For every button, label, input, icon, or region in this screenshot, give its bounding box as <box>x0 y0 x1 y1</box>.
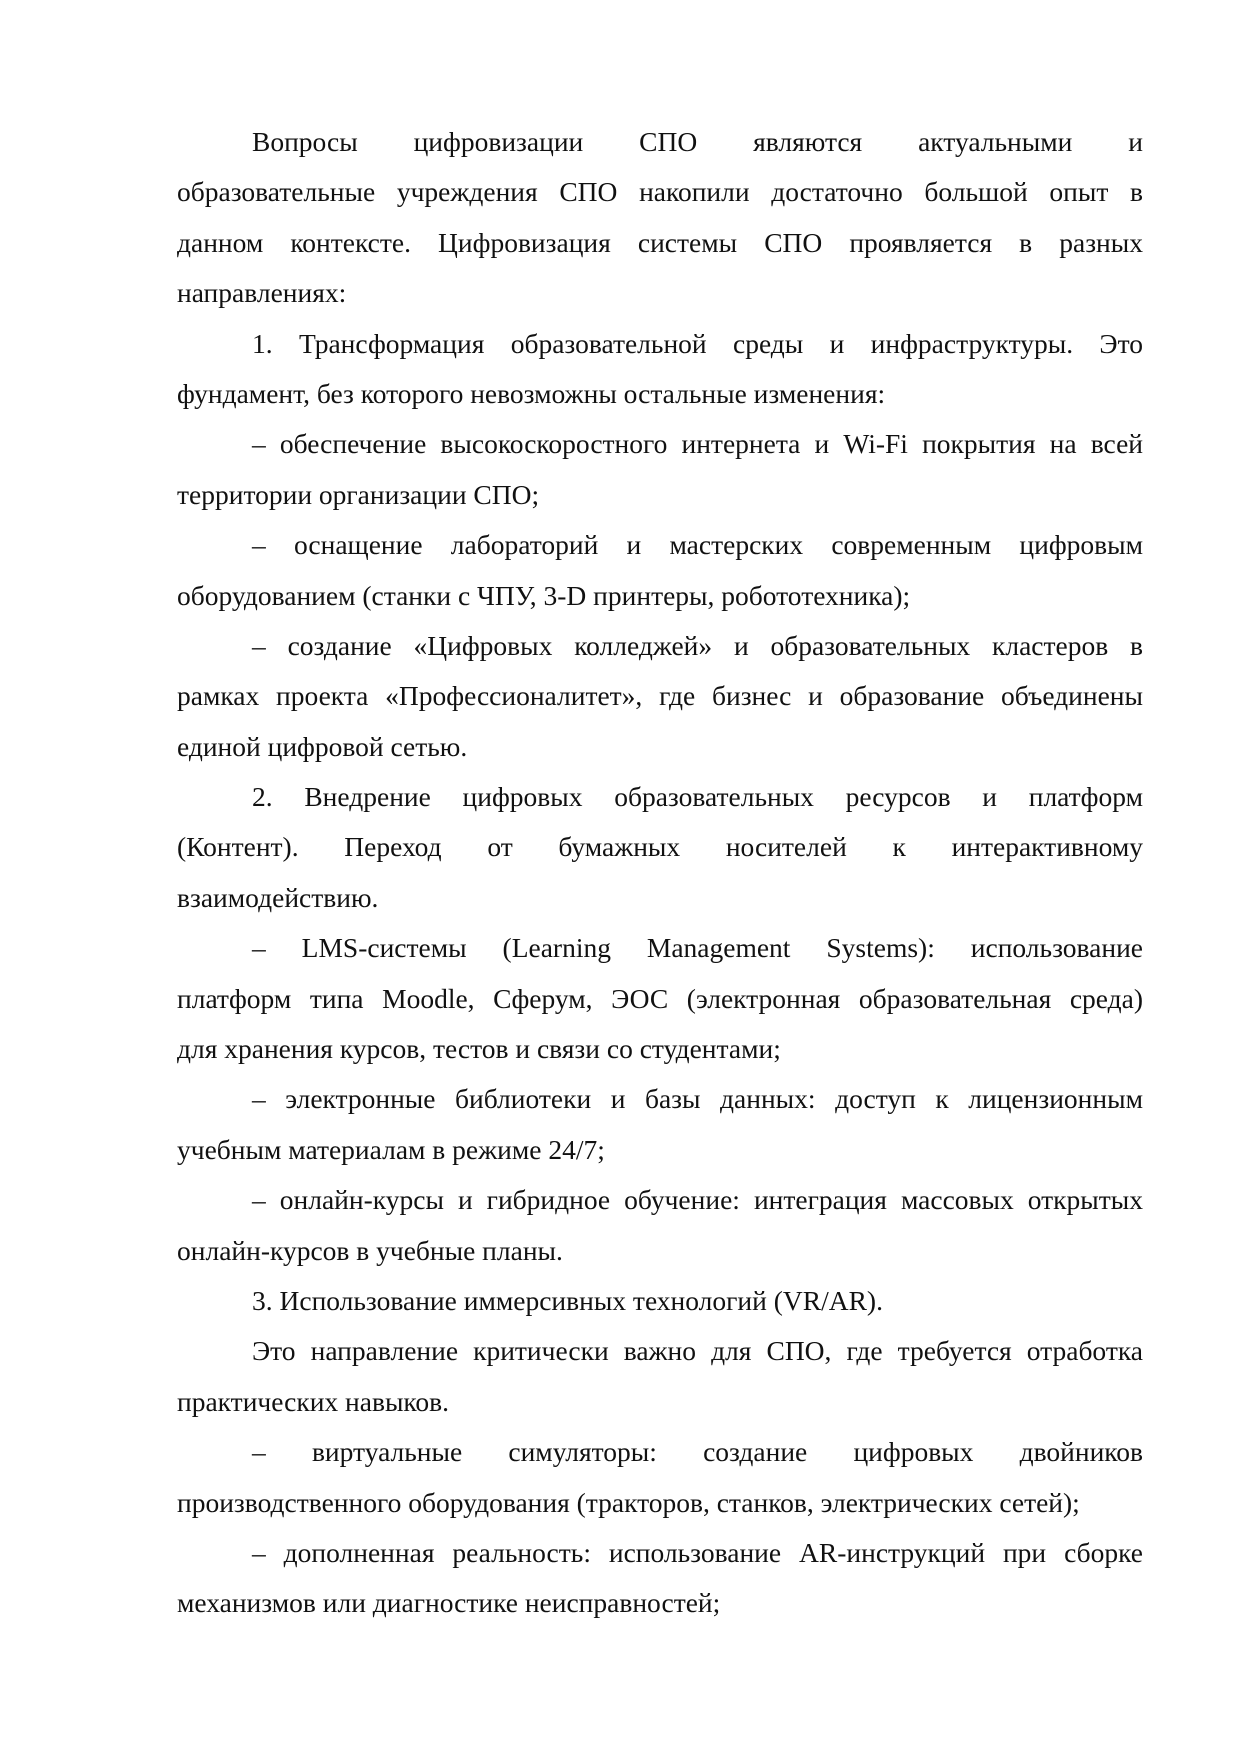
text-line: практических навыков. <box>177 1385 449 1417</box>
paragraph <box>177 1326 1143 1427</box>
text-line: – онлайн-курсы и гибридное обучение: интеграция массовых открытых <box>252 1184 1143 1216</box>
text-line: взаимодействию. <box>177 881 379 913</box>
text-line: – дополненная реальность: использование AR-инструкций при сборке <box>252 1536 1143 1568</box>
text-line: учебным материалам в режиме 24/7; <box>177 1133 605 1165</box>
text-line: 3. Использование иммерсивных технологий (VR/AR). <box>252 1284 883 1316</box>
text-line: – оснащение лабораторий и мастерских современным цифровым <box>252 529 1143 561</box>
text-line: – создание «Цифровых колледжей» и образовательных кластеров в <box>252 629 1143 661</box>
text-line: образовательные учреждения СПО накопили достаточно большой опыт в <box>177 176 1143 208</box>
text-line: 1. Трансформация образовательной среды и инфраструктуры. Это <box>252 327 1143 359</box>
text-line: – виртуальные симуляторы: создание цифровых двойников <box>252 1436 1143 1468</box>
text-line: механизмов или диагностике неисправностей; <box>177 1587 721 1619</box>
text-line: рамках проекта «Профессионалитет», где бизнес и образование объединены <box>177 680 1143 712</box>
text-line: данном контексте. Цифровизация системы СПО проявляется в разных <box>177 226 1143 258</box>
paragraph <box>177 419 1143 520</box>
paragraph <box>177 772 1143 923</box>
text-line: 2. Внедрение цифровых образовательных ресурсов и платформ <box>252 781 1143 813</box>
text-line: – LMS-системы (Learning Management Systems): использование <box>252 932 1143 964</box>
paragraph <box>177 1276 1143 1326</box>
paragraph <box>177 1528 1143 1629</box>
paragraph <box>177 1175 1143 1276</box>
text-line: платформ типа Moodle, Сферум, ЭОС (электронная образовательная среда) <box>177 982 1143 1014</box>
text-line: единой цифровой сетью. <box>177 730 468 762</box>
text-line: Это направление критически важно для СПО, где требуется отработка <box>252 1335 1143 1367</box>
paragraph <box>177 520 1143 621</box>
text-line: направлениях: <box>177 277 347 309</box>
text-line: территории организации СПО; <box>177 478 540 510</box>
text-line: фундамент, без которого невозможны остальные изменения: <box>177 377 886 409</box>
text-line: (Контент). Переход от бумажных носителей к интерактивному <box>177 831 1143 863</box>
paragraph <box>177 1074 1143 1175</box>
paragraph <box>177 621 1143 772</box>
text-line: – обеспечение высокоскоростного интернета и Wi-Fi покрытия на всей <box>252 428 1143 460</box>
text-line: Вопросы цифровизации СПО являются актуальными и <box>252 126 1143 157</box>
document-page <box>177 117 1143 1629</box>
paragraph <box>177 1427 1143 1528</box>
paragraph <box>177 117 1143 319</box>
text-line: – электронные библиотеки и базы данных: доступ к лицензионным <box>252 1083 1143 1115</box>
text-line: для хранения курсов, тестов и связи со студентами; <box>177 1033 781 1065</box>
text-line: оборудованием (станки с ЧПУ, 3-D принтеры, робототехника); <box>177 579 911 611</box>
paragraph <box>177 923 1143 1074</box>
paragraph <box>177 319 1143 420</box>
text-line: производственного оборудования (тракторов, станков, электрических сетей); <box>177 1486 1080 1518</box>
text-line: онлайн-курсов в учебные планы. <box>177 1234 563 1266</box>
